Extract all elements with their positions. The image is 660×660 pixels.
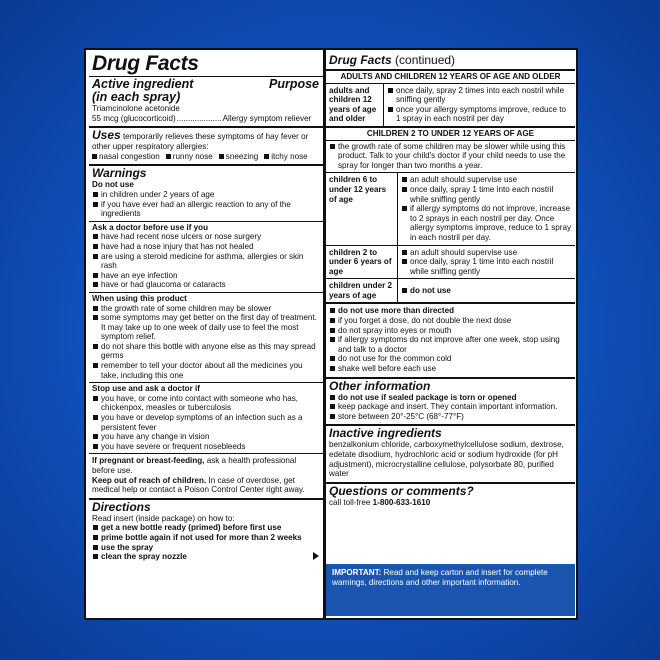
children-header: CHILDREN 2 TO UNDER 12 YEARS OF AGE xyxy=(366,128,535,138)
questions-heading: Questions or comments? xyxy=(329,483,474,498)
purpose-heading: Purpose xyxy=(268,77,319,91)
dosing-item: once daily, spray 1 time into each nostril while sniffing gently xyxy=(401,185,572,204)
drug-facts-label xyxy=(84,48,578,620)
info-item: keep package and insert. They contain important information. xyxy=(329,402,571,412)
direction-item: if you forget a dose, do not double the next dose xyxy=(329,316,571,326)
inactive-section xyxy=(326,426,575,479)
dosing-item: do not use xyxy=(401,286,451,296)
phone-line: call toll-free 1-800-633-1610 xyxy=(329,497,431,507)
warning-item: are using a steroid medicine for asthma, allergies or skin rash xyxy=(92,252,319,271)
direction-item: do not spray into eyes or mouth xyxy=(329,326,571,336)
warning-item: have an eye infection xyxy=(92,271,319,281)
uses-symptom-list xyxy=(92,152,319,162)
children-6-12-label: children 6 to under 12 years of age xyxy=(326,173,398,244)
children-2-6-row xyxy=(326,246,575,279)
warning-item: have had recent nose ulcers or nose surgery xyxy=(92,232,319,242)
directions-section xyxy=(89,500,323,563)
uses-section xyxy=(89,128,323,162)
direction-item: clean the spray nozzle xyxy=(92,552,319,562)
info-item: store between 20°-25°C (68°-77°F) xyxy=(329,412,571,422)
direction-item: get a new bottle ready (primed) before first use xyxy=(92,523,319,533)
dosing-item: an adult should supervise use xyxy=(401,175,572,185)
inactive-text: benzalkonium chloride, carboxymethylcellulose sodium, dextrose, edetate disodium, hydrochloric acid or sodium hydroxide (for pH adjustment), microcrystalline cellulose, polysorbate 80, purified water xyxy=(329,440,564,479)
adults-label: adults and children 12 years of age and older xyxy=(326,84,384,126)
do-not-use-heading: Do not use xyxy=(92,180,134,190)
title-section xyxy=(89,52,323,76)
warning-item: you have any change in vision xyxy=(92,432,319,442)
children-under-2-row xyxy=(326,279,575,302)
warnings-section xyxy=(89,166,323,219)
continued-title: Drug Facts (continued) xyxy=(329,53,456,67)
ingredient-purpose: Allergy symptom reliever xyxy=(222,113,312,123)
children-growth-note: the growth rate of some children may be slower while using this product. Talk to your child's doctor if your child needs to use the spray for longer than two months a year. xyxy=(329,142,571,171)
direction-item: prime bottle again if not used for more than 2 weeks xyxy=(92,533,319,543)
children-6-12-row xyxy=(326,173,575,244)
important-box xyxy=(326,564,575,616)
adults-dosing-row xyxy=(326,84,575,126)
left-panel xyxy=(89,52,323,616)
warning-item: you have, or come into contact with someone who has, chickenpox, measles or tuberculosis xyxy=(92,394,319,413)
other-info-section xyxy=(326,379,575,423)
direction-item: use the spray xyxy=(92,543,319,553)
symptom-item: sneezing xyxy=(219,152,258,162)
questions-section xyxy=(326,484,575,509)
keep-out-of-reach: Keep out of reach of children. In case of overdose, get medical help or contact a Poison Control Center right away. xyxy=(92,475,305,495)
inactive-heading: Inactive ingredients xyxy=(329,426,442,441)
dosing-item: once daily, spray 2 times into each nostril while sniffing gently xyxy=(387,86,572,105)
other-info-heading: Other information xyxy=(329,378,431,393)
dosing-item: an adult should supervise use xyxy=(401,248,572,258)
warning-item: have had a nose injury that has not healed xyxy=(92,242,319,252)
directions-heading: Directions xyxy=(92,499,151,514)
symptom-item: itchy nose xyxy=(264,152,307,162)
right-panel xyxy=(326,52,575,616)
warning-item: the growth rate of some children may be slower xyxy=(92,304,319,314)
active-ingredient-sub: (in each spray) xyxy=(92,90,181,104)
stop-use-heading: Stop use and ask a doctor if xyxy=(92,384,200,394)
warnings-heading: Warnings xyxy=(92,166,147,181)
warning-item: do not share this bottle with anyone else as this may spread germs xyxy=(92,342,319,361)
direction-item: do not use more than directed xyxy=(329,306,571,316)
direction-item: if allergy symptoms do not improve after one week, stop using and talk to a doctor xyxy=(329,335,571,354)
drug-facts-title: Drug Facts xyxy=(92,52,199,75)
warning-item: remember to tell your doctor about all the medicines you take, including this one xyxy=(92,361,319,380)
phone-number: 1-800-633-1610 xyxy=(372,497,431,507)
ask-doctor-heading: Ask a doctor before use if you xyxy=(92,222,209,232)
info-item: do not use if sealed package is torn or opened xyxy=(329,393,571,403)
warning-item: you have severe or frequent nosebleeds xyxy=(92,442,319,452)
ingredient-name: Triamcinolone acetonide xyxy=(92,104,180,113)
active-ingredient-heading: Active ingredient xyxy=(92,77,194,91)
ingredient-amount: 55 mcg (glucocorticoid) xyxy=(92,113,176,123)
adults-header: ADULTS AND CHILDREN 12 YEARS OF AGE AND OLDER xyxy=(340,72,561,81)
important-note: IMPORTANT: Read and keep carton and insert for complete warnings, directions and other important information. xyxy=(332,568,548,587)
symptom-item: runny nose xyxy=(166,152,213,162)
uses-heading: Uses xyxy=(92,128,121,143)
dosing-item: if allergy symptoms do not improve, increase to 2 sprays in each nostril per day. Once allergy symptoms improve, reduce to 1 spray in each nostril per day. xyxy=(401,204,572,242)
directions-intro: Read insert (inside package) on how to: xyxy=(92,513,235,523)
general-directions xyxy=(326,304,575,374)
continue-arrow-icon xyxy=(313,552,319,560)
uses-text: temporarily relieves these symptoms of hay fever or other upper respiratory allergies: xyxy=(92,132,309,152)
leader-dots: .................... xyxy=(176,113,222,123)
children-2-6-label: children 2 to under 6 years of age xyxy=(326,246,398,279)
warning-item: in children under 2 years of age xyxy=(92,190,319,200)
active-ingredient-section xyxy=(89,77,323,124)
warning-item: have or had glaucoma or cataracts xyxy=(92,280,319,290)
children-under-2-label: children under 2 years of age xyxy=(326,279,398,302)
dosing-item: once daily, spray 1 time into each nostril while sniffing gently xyxy=(401,257,572,276)
pregnancy-warning: If pregnant or breast-feeding, ask a health professional before use. xyxy=(92,456,297,475)
direction-item: do not use for the common cold xyxy=(329,354,571,364)
warning-item: you have or develop symptoms of an infection such as a persistent fever xyxy=(92,413,319,432)
warning-item: if you have ever had an allergic reaction to any of the ingredients xyxy=(92,200,319,219)
warning-item: some symptoms may get better on the first day of treatment. It may take up to one week of daily use to feel the most symptom relief. xyxy=(92,313,319,342)
when-using-heading: When using this product xyxy=(92,293,187,303)
ingredient-amount-row xyxy=(92,114,319,124)
dosing-item: once your allergy symptoms improve, reduce to 1 spray in each nostril per day xyxy=(387,105,572,124)
symptom-item: nasal congestion xyxy=(92,152,160,162)
direction-item: shake well before each use xyxy=(329,364,571,374)
